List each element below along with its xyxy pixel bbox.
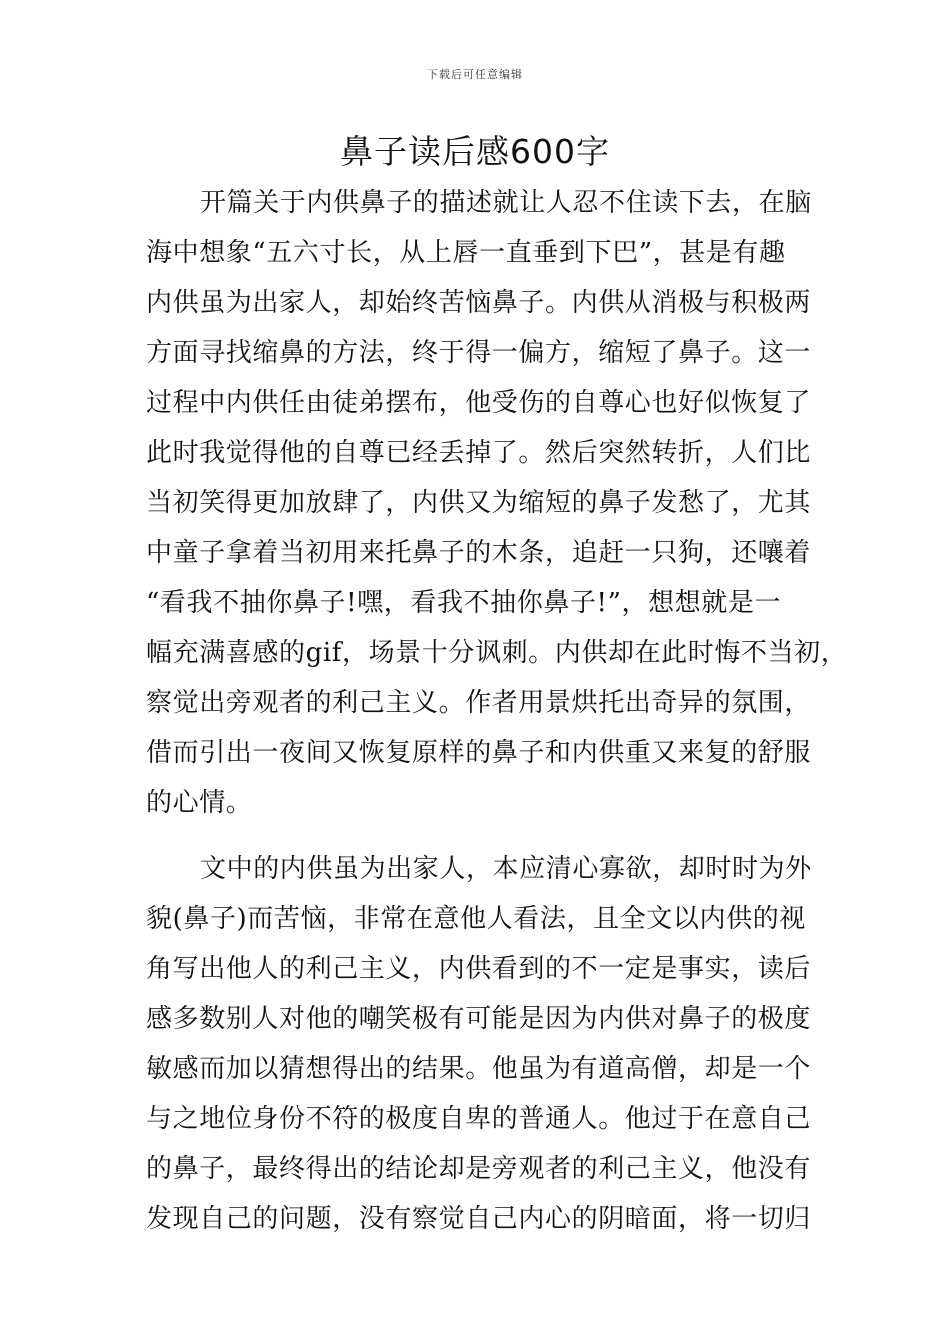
paragraph-line: 中童子拿着当初用来托鼻子的木条，追赶一只狗，还嚷着 [146,538,812,568]
header-note: 下载后可任意编辑 [427,68,523,81]
paragraph-line: 借而引出一夜间又恢复原样的鼻子和内供重又来复的舒服 [146,738,812,768]
paragraph-2 [146,844,826,1244]
paragraph-line: 貌(鼻子)而苦恼，非常在意他人看法，且全文以内供的视 [146,904,806,934]
paragraph-line: 敏感而加以猜想得出的结果。他虽为有道高僧，却是一个 [146,1054,812,1084]
paragraph-spacer [146,828,826,844]
paragraph-line: 发现自己的问题，没有察觉自己内心的阴暗面，将一切归 [146,1204,812,1234]
page-title: 鼻子读后感600字 [340,132,610,171]
paragraph-line: 的鼻子，最终得出的结论却是旁观者的利己主义，他没有 [146,1154,812,1184]
paragraph-line: 此时我觉得他的自尊已经丢掉了。然后突然转折，人们比 [146,438,812,468]
paragraph-line: 内供虽为出家人，却始终苦恼鼻子。内供从消极与积极两 [146,288,812,318]
paragraph-line: 海中想象“五六寸长，从上唇一直垂到下巴”，甚是有趣 [146,238,786,268]
paragraph-line: 角写出他人的利己主义，内供看到的不一定是事实，读后 [146,954,812,984]
article-body [146,178,848,1244]
paragraph-1 [146,178,848,828]
paragraph-line: 察觉出旁观者的利己主义。作者用景烘托出奇异的氛围， [146,688,812,718]
paragraph-line: “看我不抽你鼻子!嘿，看我不抽你鼻子!”，想想就是一 [146,588,782,618]
paragraph-line: 开篇关于内供鼻子的描述就让人忍不住读下去，在脑 [200,188,812,218]
paragraph-line: 与之地位身份不符的极度自卑的普通人。他过于在意自己 [146,1104,812,1134]
paragraph-line: 当初笑得更加放肆了，内供又为缩短的鼻子发愁了，尤其 [146,488,812,518]
paragraph-line: 幅充满喜感的gif，场景十分讽刺。内供却在此时悔不当初， [146,638,848,668]
paragraph-line: 方面寻找缩鼻的方法，终于得一偏方，缩短了鼻子。这一 [146,338,812,368]
paragraph-line: 的心情。 [146,788,253,818]
paragraph-line: 文中的内供虽为出家人，本应清心寡欲，却时时为外 [200,854,812,884]
paragraph-line: 过程中内供任由徒弟摆布，他受伤的自尊心也好似恢复了 [146,388,812,418]
paragraph-line: 感多数别人对他的嘲笑极有可能是因为内供对鼻子的极度 [146,1004,812,1034]
